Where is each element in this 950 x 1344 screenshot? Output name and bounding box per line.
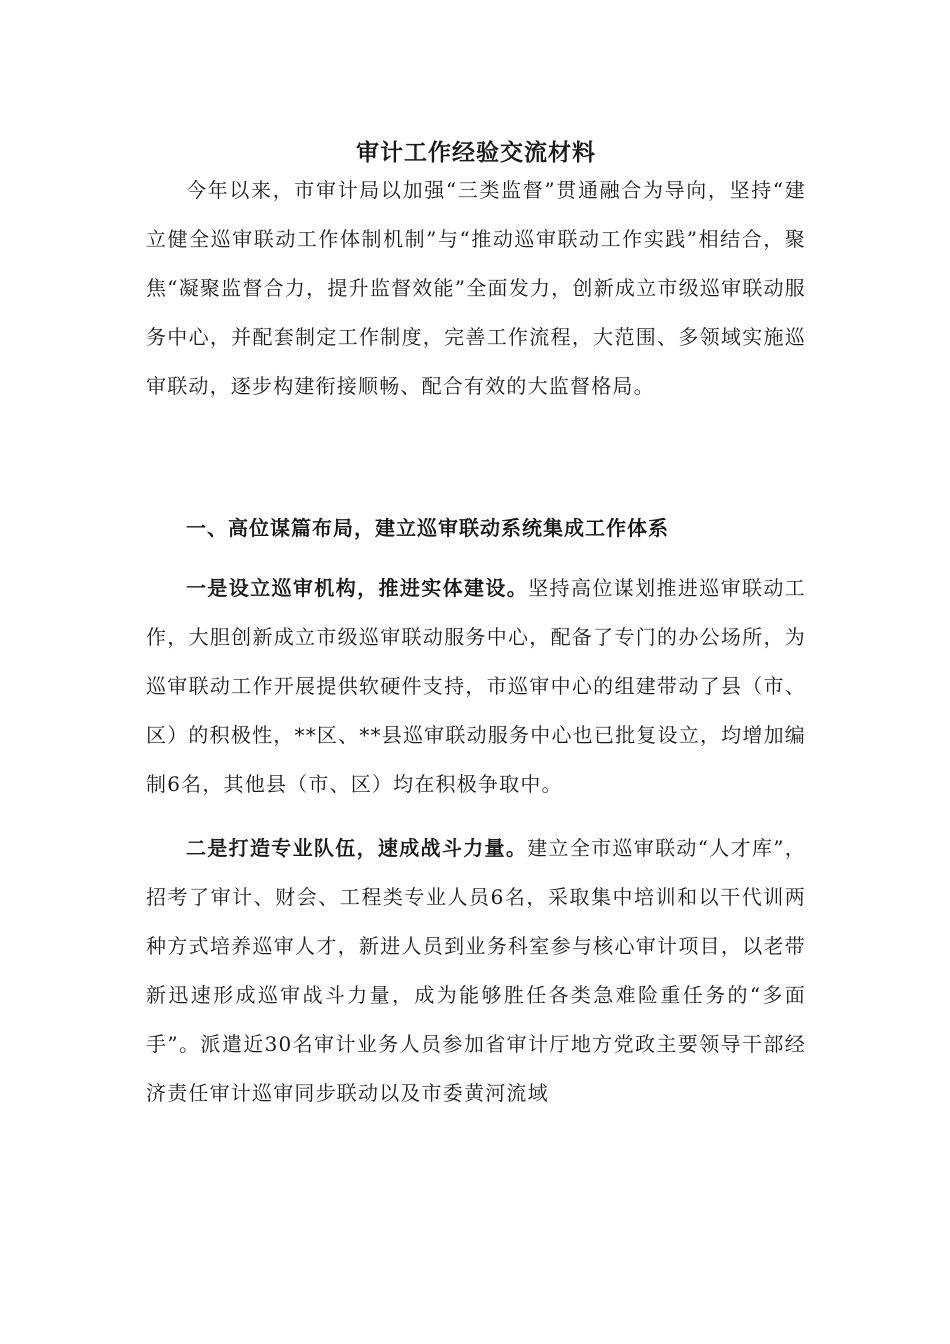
document-title: 审计工作经验交流材料 (356, 139, 596, 166)
item-lead-2: 二是打造专业队伍，速成战斗力量。 (186, 836, 528, 860)
item-paragraph-1 (146, 564, 806, 809)
item-body-1: 坚持高位谋划推进巡审联动工作，大胆创新成立市级巡审联动服务中心，配备了专门的办公场所，为巡审联动工作开展提供软硬件支持，市巡审中心的组建带动了县（市、区）的积极性，**区、**县巡审联动服务中心也已批复设立，均增加编制6名，其他县（市、区）均在积极争取中。 (146, 576, 806, 796)
section-heading-1: 一、高位谋篇布局，建立巡审联动系统集成工作体系 (186, 516, 669, 540)
item-lead-1: 一是设立巡审机构，推进实体建设。 (186, 576, 529, 600)
item-paragraph-2 (146, 824, 806, 1118)
item-body-2: 建立全市巡审联动“人才库”，招考了审计、财会、工程类专业人员6名，采取集中培训和以干代训两种方式培养巡审人才，新进人员到业务科室参与核心审计项目，以老带新迅速形成巡审战斗力量，成为能够胜任各类急难险重任务的“多面手”。派遣近30名审计业务人员参加省审计厅地方党政主要领导干部经济责任审计巡审同步联动以及市委黄河流域 (146, 836, 807, 1105)
intro-paragraph: 今年以来，市审计局以加强“三类监督”贯通融合为导向，坚持“建立健全巡审联动工作体制机制”与“推动巡审联动工作实践”相结合，聚焦“凝聚监督合力，提升监督效能”全面发力，创新成立市级巡审联动服务中心，并配套制定工作制度，完善工作流程，大范围、多领域实施巡审联动，逐步构建衔接顺畅、配合有效的大监督格局。 (146, 178, 806, 398)
